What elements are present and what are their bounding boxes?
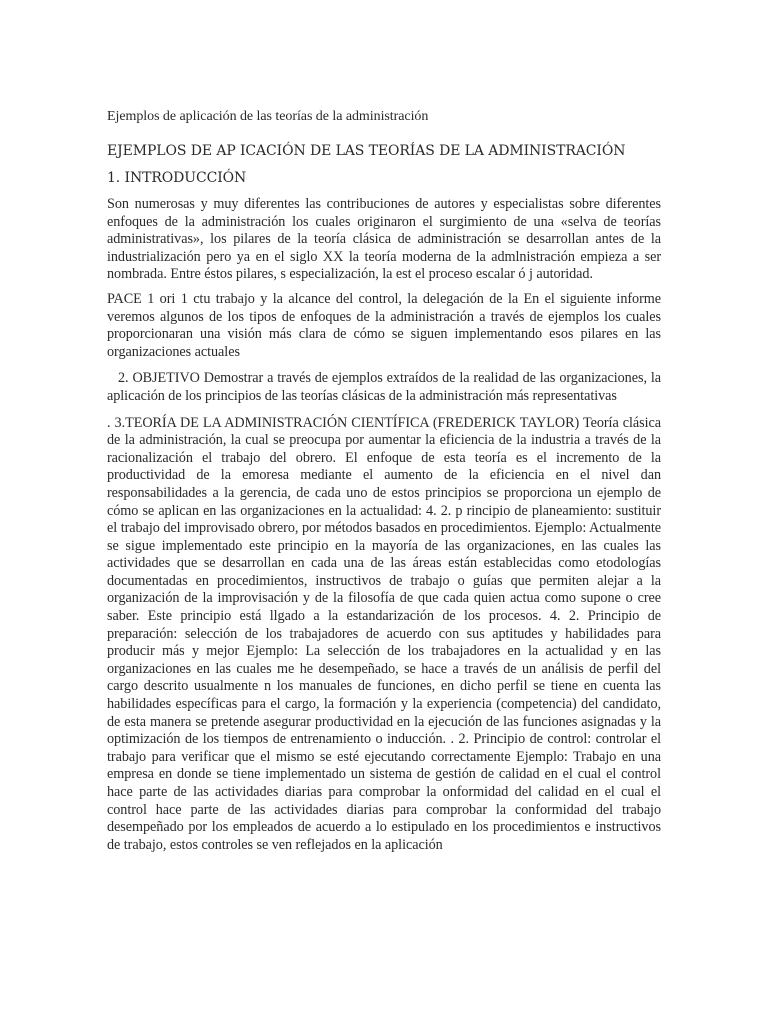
paragraph-introduction: Son numerosas y muy diferentes las contribuciones de autores y especialistas sobre diferentes enfoques de la administración los cuales originaron el surgimiento de una «selva de teorías administrativas», los pilares de la teoría clásica de administración se desarrollan antes de la industrialización pero ya en el siglo XX la teoría moderna de la admlnistración empieza a ser nombrada. Entre éstos pilares, s especialización, la est el proceso escalar ó j autoridad.	[107, 196, 661, 283]
main-heading: EJEMPLOS DE AP ICACIÓN DE LAS TEORÍAS DE LA ADMINISTRACIÓN	[107, 143, 626, 159]
document-page	[107, 108, 661, 862]
paragraph-report-overview: PACE 1 ori 1 ctu trabajo y la alcance del control, la delegación de la En el siguiente informe veremos algunos de los tipos de enfoques de la administración a través de ejemplos los cuales proporcionaran una visión más clara de cómo se siguen implementando esos pilares en las organizaciones actuales	[107, 290, 661, 360]
paragraph-scientific-management: . 3.TEORÍA DE LA ADMINISTRACIÓN CIENTÍFICA (FREDERICK TAYLOR) Teoría clásica de la administración, la cual se preocupa por aumentar la eficiencia de la industria a través de la racionalización el trabajo del obrero. El enfoque de esta teoría es el incremento de la productividad de la emoresa mediante el aumento de la eficiencia en el nivel dan responsabilidades a la gerencia, de cada uno de estos principios se proporciona un ejemplo de cómo se aplican en las organizaciones en la actualidad: 4. 2. p rincipio de planeamiento: sustituir el trabajo del improvisado obrero, por métodos basados en procedimientos. Ejemplo: Actualmente se sigue implementado este principio en la mayoría de las organizaciones, en las cuales las actividades que se desarrollan en cada una de las áreas están establecidas como etodologías documentadas en procedimientos, instructivos de trabajo o guías que permiten alejar a la organización de la improvisación y de la filosofía de que cada quien actua como supone o cree saber. Este principio está llgado a la estandarización de los procesos. 4. 2. Principio de preparación: selección de los trabajadores de acuerdo con sus aptitudes y habilidades para producir más y mejor Ejemplo: La selección de los trabajadores en la actualidad y en las organizaciones en las cuales me he desempeñado, se hace a través de un análisis de perfil del cargo descrito usualmente n los manuales de funciones, en dicho perfil se tiene en cuenta las habilidades específicas para el cargo, la formación y la experiencia (competencia) del candidato, de esta manera se pretende asegurar productividad en la ejecución de las funciones asignadas y la optimización de los tiempos de entrenamiento o inducción. . 2. Principio de control: controlar el trabajo para verificar que el mismo se esté ejecutando correctamente Ejemplo: Trabajo en una empresa en donde se tiene implementado un sistema de gestión de calidad en el cual el control hace parte de las actividades diarias para comprobar la onformidad del calidad en el cual el control hace parte de las actividades diarias para comprobar la conformidad del trabajo desempeñado por los empleados de acuerdo a lo estipulado en los procedimientos e instructivos de trabajo, estos controles se ven reflejados en la aplicación	[107, 414, 661, 853]
section-heading-introduction: 1. INTRODUCCIÓN	[107, 170, 247, 186]
paragraph-objective: 2. OBJETIVO Demostrar a través de ejemplos extraídos de la realidad de las organizaciones, la aplicación de los principios de las teorías clásicas de la administración más representativas	[107, 370, 661, 404]
document-title: Ejemplos de aplicación de las teorías de la administración	[107, 109, 429, 124]
